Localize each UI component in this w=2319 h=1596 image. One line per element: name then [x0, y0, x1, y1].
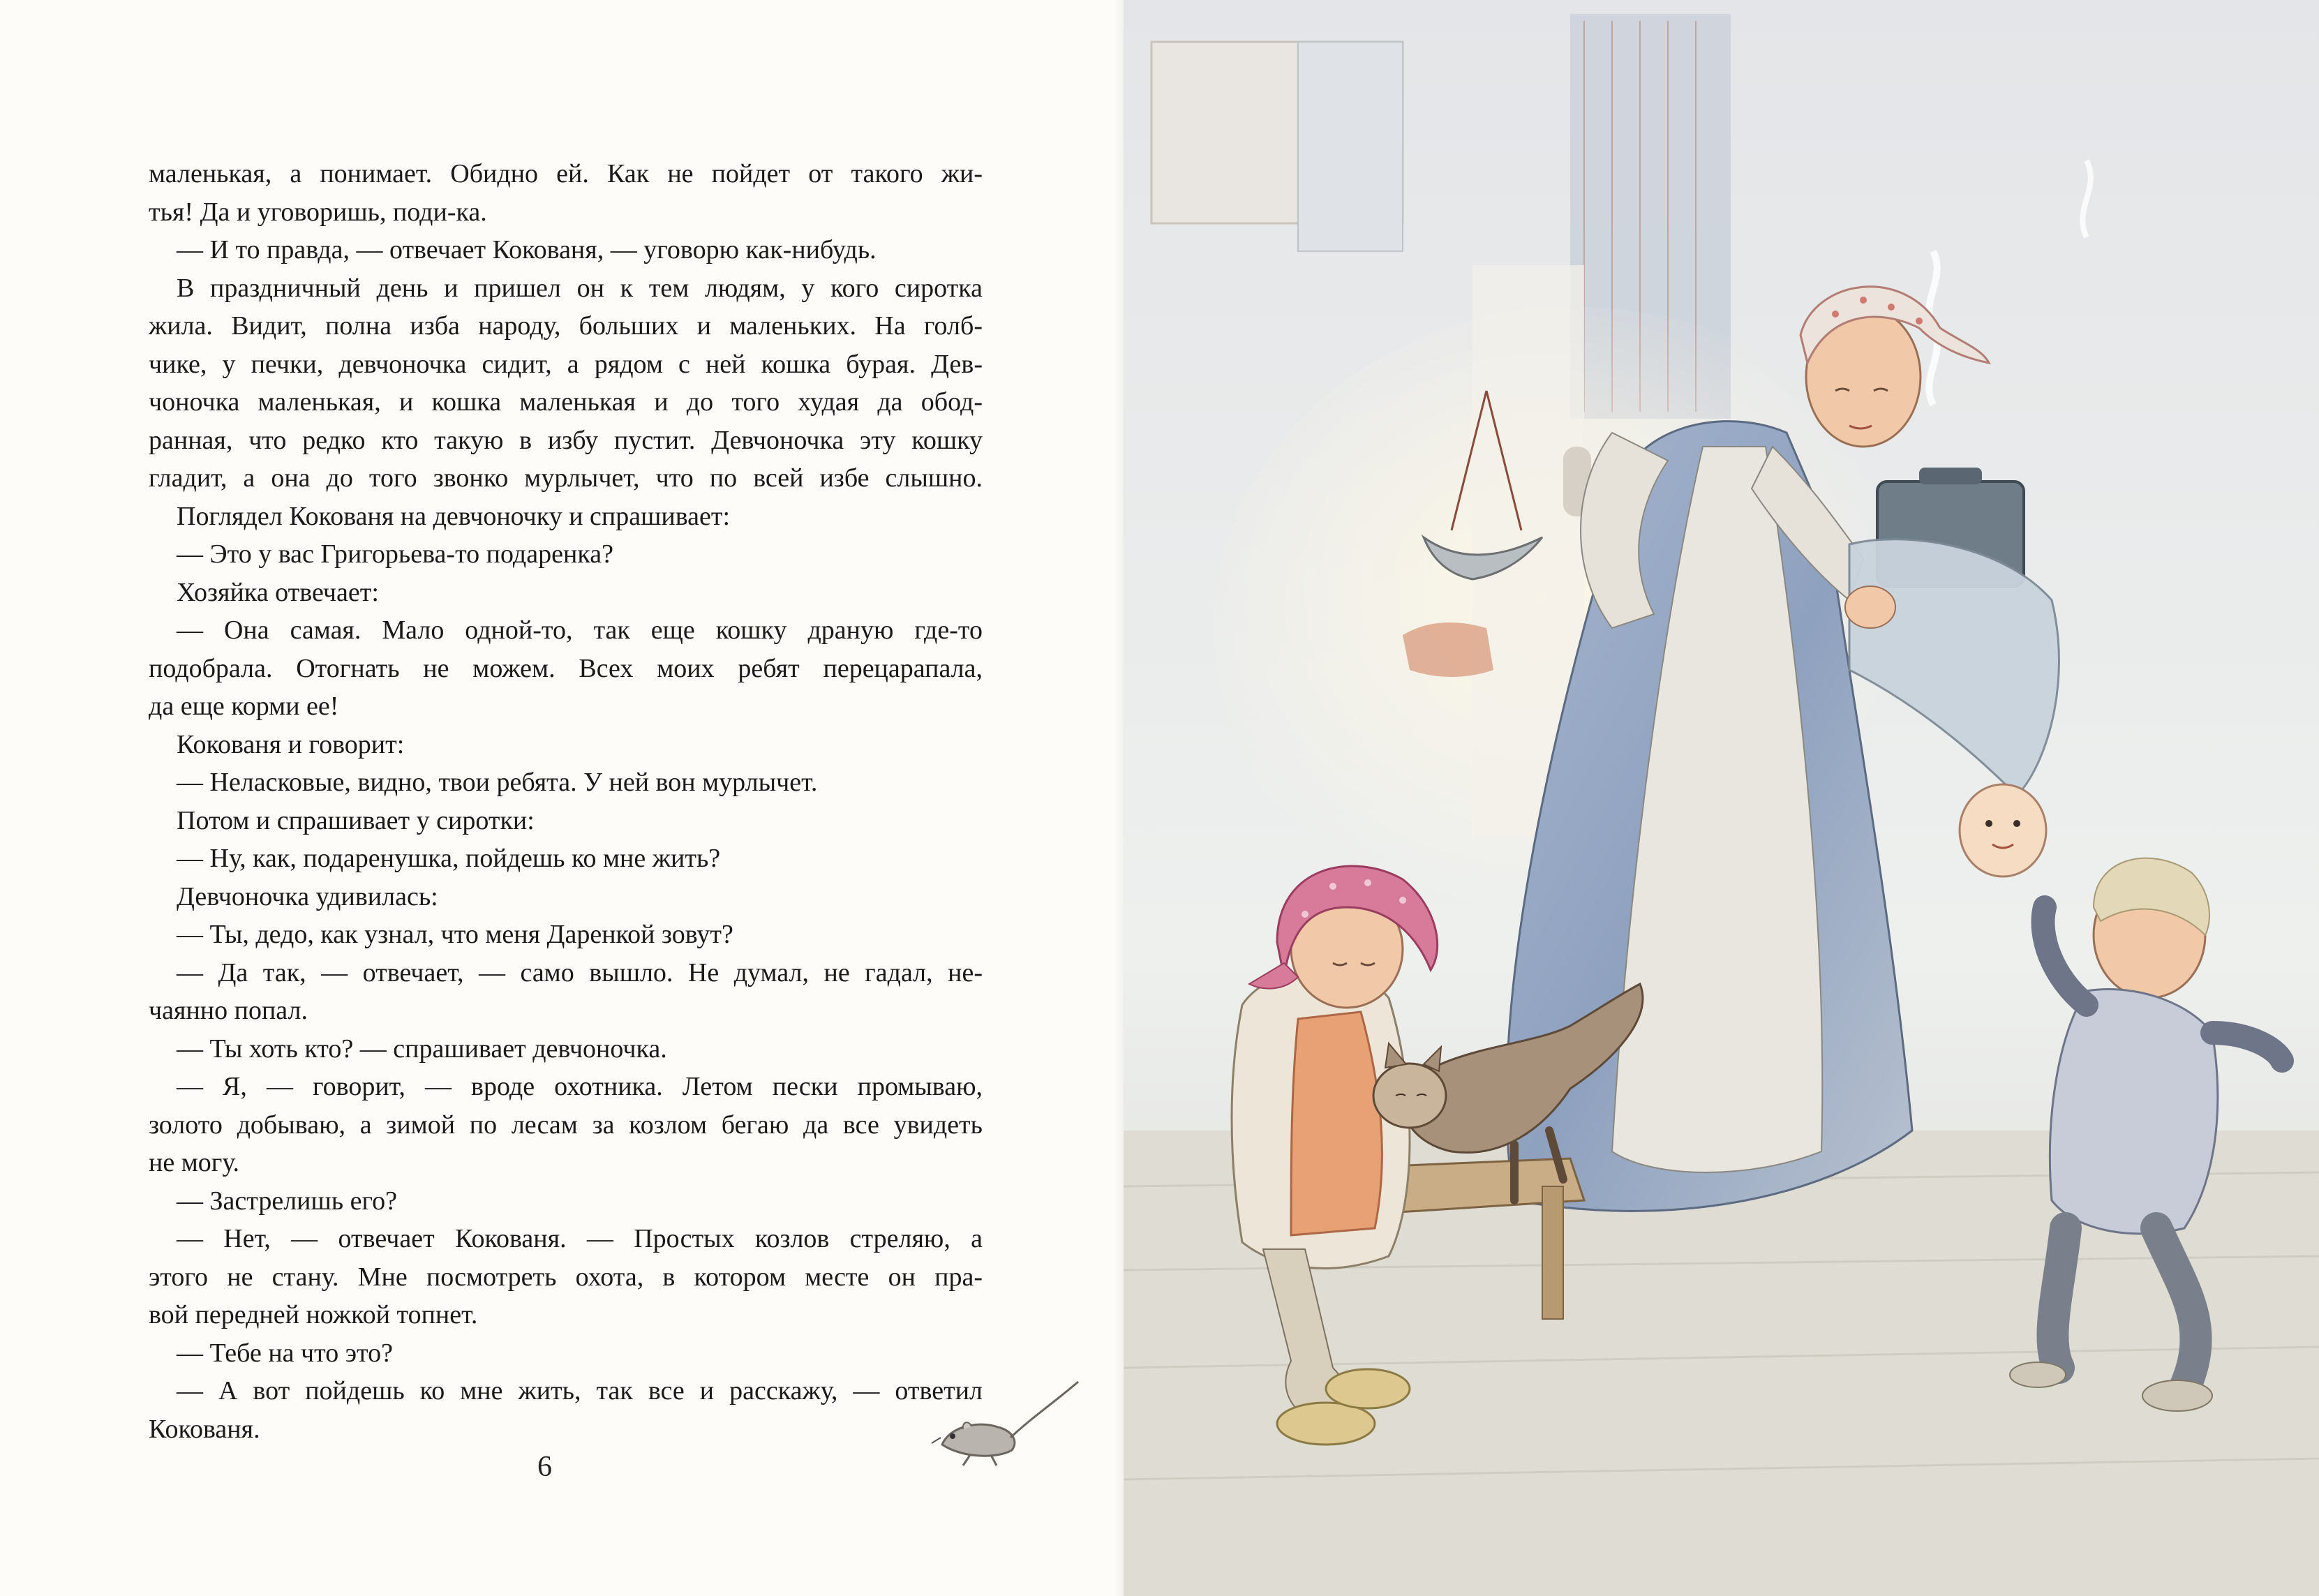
text-line: вой передней ножкой топнет.	[149, 1300, 478, 1329]
text-line: — А вот пойдешь ко мне жить, так все и расскажу, — ответил	[177, 1376, 983, 1405]
illustration	[1124, 0, 2319, 1596]
text-line: — Неласковые, видно, твои ребята. У ней вон мурлычет.	[177, 768, 818, 797]
text-line: да еще корми ее!	[149, 692, 339, 721]
text-line: Поглядел Кокованя на девчоночку и спрашивает:	[177, 501, 731, 531]
text-line: ранная, что редко кто такую в избу пустит. Девчоночка эту кошку	[149, 425, 983, 455]
text-line: — Да так, — отвечает, — само вышло. Не думал, не гадал, не-	[177, 957, 983, 987]
text-line: — Ты, дедо, как узнал, что меня Даренкой зовут?	[177, 920, 733, 949]
text-line: жила. Видит, полна изба народу, больших и маленьких. На голб-	[149, 311, 983, 341]
text-line: чоночка маленькая, и кошка маленькая и до того худая да обод-	[149, 387, 983, 417]
text-line: подобрала. Отогнать не можем. Всех моих ребят перецарапала,	[149, 653, 983, 683]
text-line: — Застрелишь его?	[177, 1186, 397, 1216]
text-line: Потом и спрашивает у сиротки:	[177, 805, 535, 835]
text-line: не могу.	[149, 1148, 240, 1177]
text-line: — Ты хоть кто? — спрашивает девчоночка.	[177, 1034, 667, 1064]
text-line: — Ну, как, подаренушка, пойдешь ко мне жить?	[177, 844, 721, 873]
mouse-illustration	[921, 1361, 1089, 1472]
text-line: маленькая, а понимает. Обидно ей. Как не пойдет от такого жи-	[149, 159, 983, 188]
text-line: — Тебе на что это?	[177, 1338, 394, 1368]
text-line: золото добываю, а зимой по лесам за козлом бегаю да все увидеть	[149, 1110, 983, 1140]
text-line: — Я, — говорит, — вроде охотника. Летом пески промываю,	[177, 1072, 983, 1101]
text-line: — Нет, — отвечает Кокованя. — Простых козлов стреляю, а	[177, 1224, 983, 1253]
left-page	[0, 0, 1124, 1596]
text-line: В праздничный день и пришел он к тем людям, у кого сиротка	[177, 273, 983, 303]
illustration-page	[1124, 0, 2319, 1596]
text-line: гладит, а она до того звонко мурлычет, что по всей избе слышно.	[149, 463, 983, 493]
text-line: этого не стану. Мне посмотреть охота, в котором месте он пра-	[149, 1262, 983, 1292]
text-line: Хозяйка отвечает:	[177, 577, 379, 607]
page-number: 6	[537, 1451, 552, 1483]
text-line: — И то правда, — отвечает Кокованя, — уговорю как-нибудь.	[177, 235, 877, 264]
story-text	[149, 155, 983, 1448]
text-line: Кокованя.	[149, 1414, 260, 1444]
text-line: чаянно попал.	[149, 996, 308, 1025]
text-line: Девчоночка удивилась:	[177, 881, 438, 911]
text-line: тья! Да и уговоришь, поди-ка.	[149, 197, 487, 227]
text-line: чике, у печки, девчоночка сидит, а рядом с ней кошка бурая. Дев-	[149, 349, 983, 379]
text-line: — Она самая. Мало одной-то, так еще кошку драную где-то	[177, 616, 983, 645]
text-line: — Это у вас Григорьева-то подаренка?	[177, 539, 613, 569]
text-line: Кокованя и говорит:	[177, 729, 405, 759]
